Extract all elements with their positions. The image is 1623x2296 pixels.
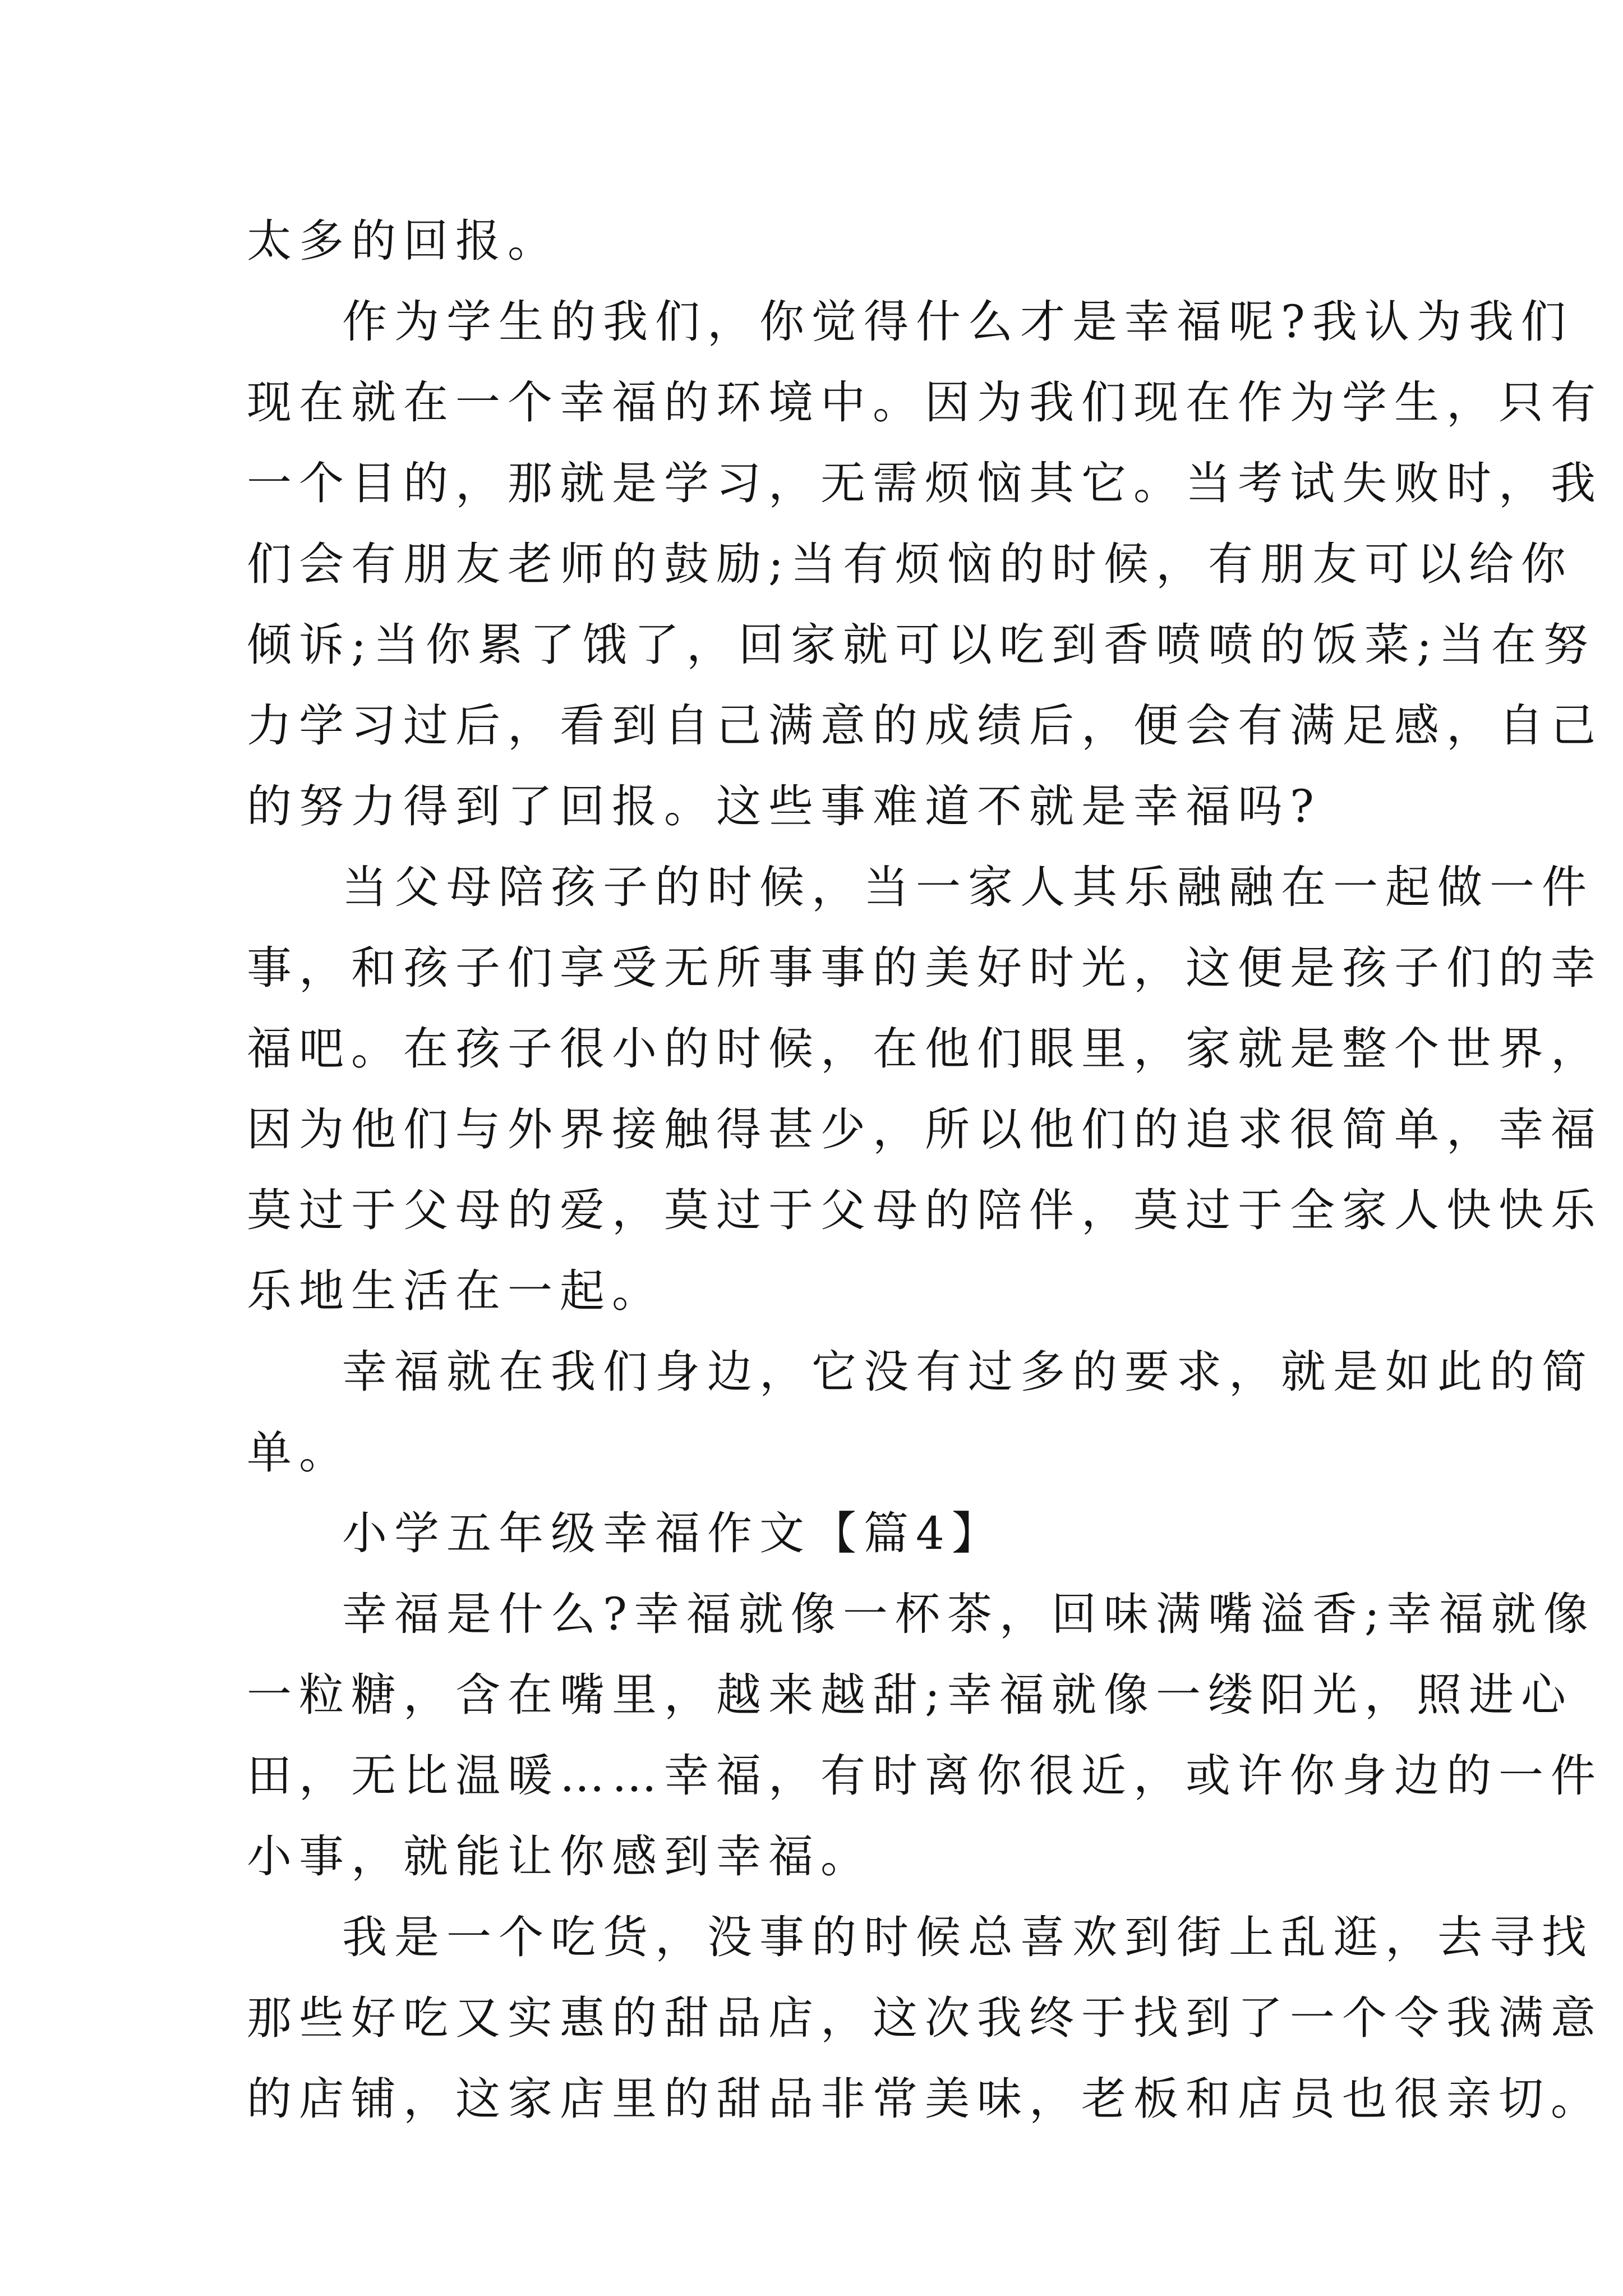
- text-line: 单。: [247, 1427, 351, 1479]
- text-line: 们会有朋友老师的鼓励;当有烦恼的时候，有朋友可以给你: [247, 538, 1573, 590]
- text-line: 福吧。在孩子很小的时候，在他们眼里，家就是整个世界，: [247, 1023, 1603, 1075]
- text-line: 因为他们与外界接触得甚少，所以他们的追求很简单，幸福: [247, 1103, 1603, 1156]
- text-line: 小事，就能让你感到幸福。: [247, 1830, 873, 1883]
- paragraph-start-line: 幸福就在我们身边，它没有过多的要求，就是如此的简: [342, 1346, 1594, 1398]
- text-line: 的努力得到了回报。这些事难道不就是幸福吗?: [247, 780, 1321, 832]
- text-line: 田，无比温暖……幸福，有时离你很近，或许你身边的一件: [247, 1750, 1603, 1802]
- text-line: 的店铺，这家店里的甜品非常美味，老板和店员也很亲切。: [247, 2073, 1603, 2125]
- text-line: 莫过于父母的爱，莫过于父母的陪伴，莫过于全家人快快乐: [247, 1184, 1603, 1236]
- text-line: 力学习过后，看到自己满意的成绩后，便会有满足感，自己: [247, 700, 1603, 752]
- text-line: 那些好吃又实惠的甜品店，这次我终于找到了一个令我满意: [247, 1992, 1603, 2044]
- text-line: 一个目的，那就是学习，无需烦恼其它。当考试失败时，我: [247, 457, 1603, 509]
- paragraph-start-line: 幸福是什么?幸福就像一杯茶，回味满嘴溢香;幸福就像: [342, 1588, 1596, 1640]
- text-line: 一粒糖，含在嘴里，越来越甜;幸福就像一缕阳光，照进心: [247, 1669, 1573, 1721]
- paragraph-start-line: 当父母陪孩子的时候，当一家人其乐融融在一起做一件: [342, 861, 1594, 913]
- text-line: 乐地生活在一起。: [247, 1265, 664, 1317]
- paragraph-start-line: 我是一个吃货，没事的时候总喜欢到街上乱逛，去寻找: [342, 1911, 1594, 1963]
- text-line: 现在就在一个幸福的环境中。因为我们现在作为学生，只有: [247, 376, 1603, 429]
- text-line: 倾诉;当你累了饿了，回家就可以吃到香喷喷的饭菜;当在努: [247, 619, 1596, 671]
- section-heading: 小学五年级幸福作文【篇4】: [342, 1507, 1004, 1559]
- paragraph-start-line: 作为学生的我们，你觉得什么才是幸福呢?我认为我们: [342, 296, 1573, 348]
- text-line: 太多的回报。: [247, 215, 560, 267]
- text-line: 事，和孩子们享受无所事事的美好时光，这便是孩子们的幸: [247, 942, 1603, 994]
